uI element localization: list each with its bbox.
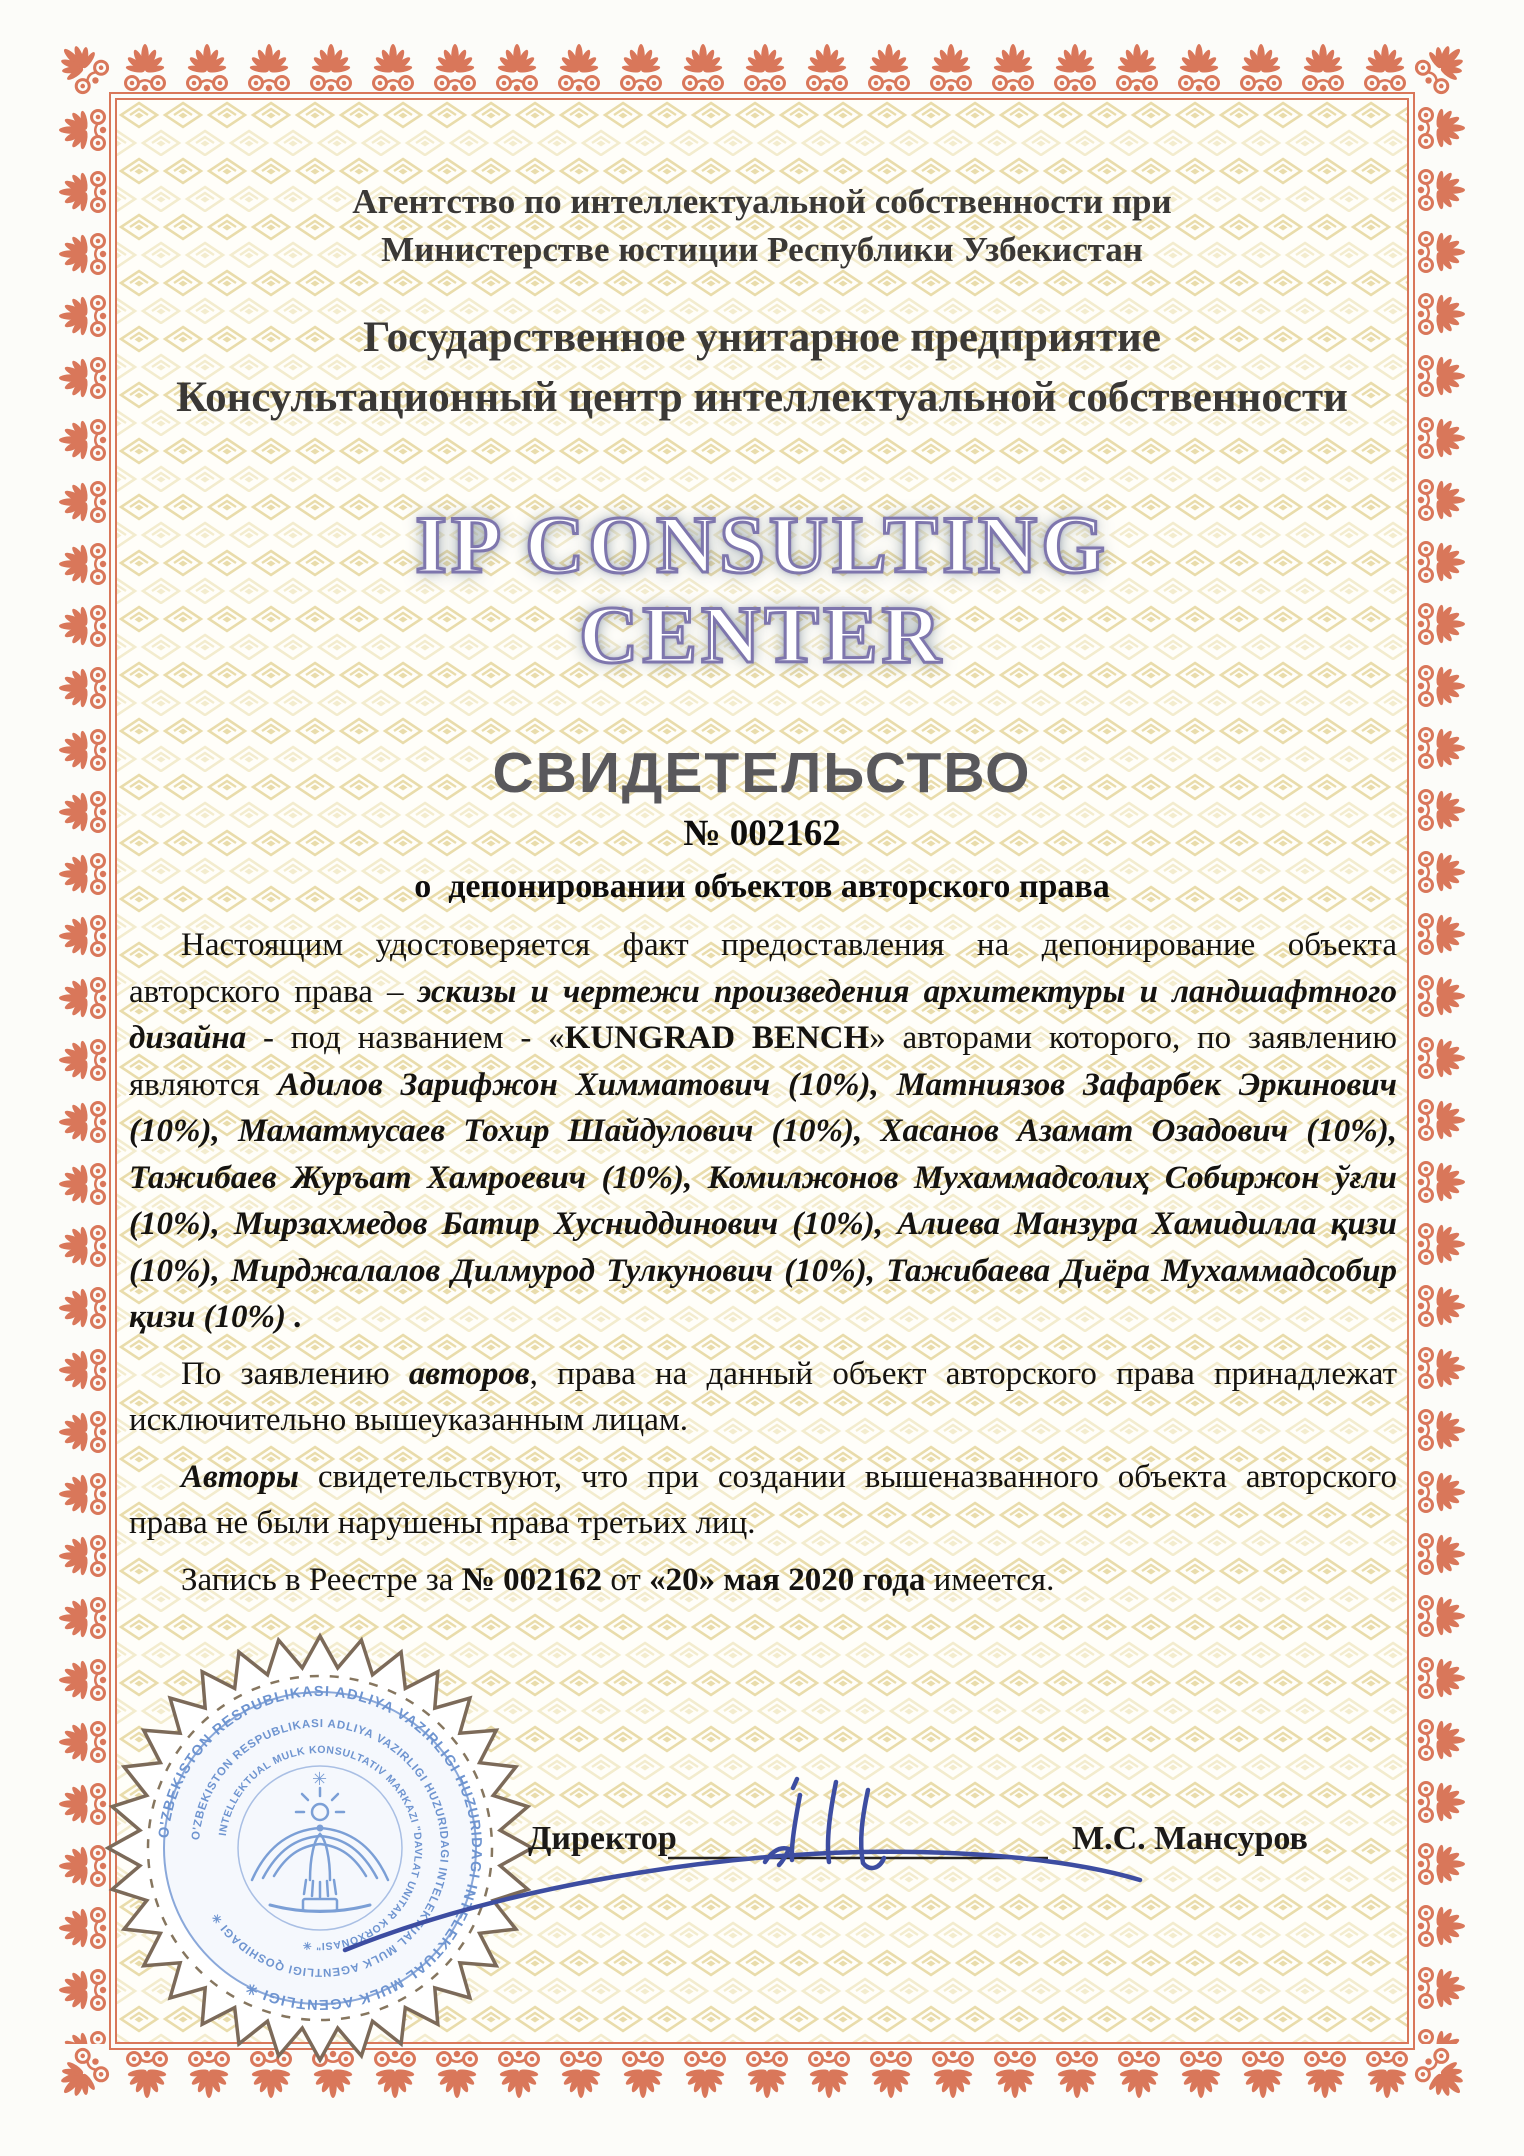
enterprise-header-line1: Государственное унитарное предприятие [363, 314, 1161, 361]
authors-list: Адилов Зарифжон Химматович (10%), Матниязов Зафарбек Эркинович (10%), Маматмусаев Тохир Шайдулович (10%), Хасанов Азамат Озадович (10%), Тажибаев Журъат Хамроевич (10%), Комилжонов Мухаммадсолиҳ Собиржон ўғли (10%), Мирзахмедов Батир Хусниддинович (10%), Алиева Манзура Хамидилла қизи (10%), Мирджалалов Дилмурод Тулкунович (10%), Тажибаева Диёра Мухаммадсобир қизи (10%) . [129, 1066, 1397, 1335]
deposit-text-start: Настоящим удостоверяется факт предоставления на депонирование объекта авторского права – [129, 927, 1397, 1010]
agency-header-line2: Министерстве юстиции Республики Узбекистан [381, 230, 1143, 269]
deposit-text-mid: - под названием - « [246, 1020, 565, 1056]
seal-middle-ring-text: O'ZBEKISTON RESPUBLIKASI ADLIYA VAZIRLIGI HUZURIDAGI INTELEKTUAL MULK AGENTLIGI QOSHIDAGI ✳ [190, 1717, 451, 1979]
registry-number: № 002162 [461, 1561, 603, 1598]
authors-word-2: Авторы [181, 1458, 299, 1495]
border-corner-top-right [1411, 36, 1473, 98]
warranty-text-rest: свидетельствуют, что при создании вышеназванного объекта авторского права не были нарушены права третьих лиц. [129, 1458, 1397, 1541]
enterprise-header-line2: Консультационный центр интеллектуальной собственности [176, 374, 1348, 421]
certificate-number: № 002162 [683, 813, 841, 854]
official-seal [100, 1628, 540, 2068]
registry-text-end: имеется. [925, 1561, 1055, 1598]
seal-star-icon: ✳ [312, 1769, 328, 1789]
certificate-subtitle: о депонировании объектов авторского права [414, 868, 1110, 905]
deposit-paragraph [129, 922, 1397, 1341]
director-name: М.С. Мансуров [1072, 1820, 1308, 1857]
certificate-title: СВИДЕТЕЛЬСТВО [492, 741, 1032, 805]
border-frieze-right [1411, 98, 1473, 2044]
agency-header-line1: Агентство по интеллектуальной собственности при [352, 182, 1172, 221]
seal-inner-ring-text: INTELLEKTUAL MULK KONSULTATIV MARKAZI "DAVLAT UNITAR KORXONASI" ✳ [216, 1743, 425, 1953]
enterprise-header [117, 308, 1407, 428]
agency-header [117, 178, 1407, 274]
registry-text-start: Запись в Реестре за [181, 1561, 462, 1598]
rights-text-start: По заявлению [181, 1355, 409, 1392]
rights-paragraph [129, 1351, 1397, 1444]
deposit-text-after: » авторами которого, по заявлению являются [129, 1020, 1397, 1103]
registry-text-from: от [602, 1561, 650, 1598]
registry-paragraph [129, 1557, 1397, 1604]
logo-line2: CENTER [579, 589, 945, 680]
work-title: KUNGRAD BENCH [564, 1020, 870, 1056]
border-corner-top-left [51, 36, 113, 98]
rights-text-rest: , права на данный объект авторского права принадлежат исключительно вышеуказанным лицам. [129, 1355, 1397, 1438]
director-label: Директор [528, 1820, 677, 1857]
registry-date: «20» мая 2020 года [649, 1561, 926, 1598]
work-type: эскизы и чертежи произведения архитектуры и ландшафтного дизайна [129, 973, 1397, 1056]
logo-line1: IP CONSULTING [415, 499, 1109, 590]
seal-outer-ring-text: O'ZBEKISTON RESPUBLIKASI ADLIYA VAZIRLIGI HUZURIDAGI INTELEKTUAL MULK AGENTLIGI ✳ [156, 1683, 485, 2013]
certificate-body [129, 922, 1397, 1613]
border-frieze-top [115, 36, 1409, 98]
border-corner-bottom-right [1411, 2044, 1473, 2106]
warranty-paragraph [129, 1454, 1397, 1547]
authors-word: авторов [408, 1355, 530, 1392]
ip-consulting-center-logo [117, 500, 1407, 680]
